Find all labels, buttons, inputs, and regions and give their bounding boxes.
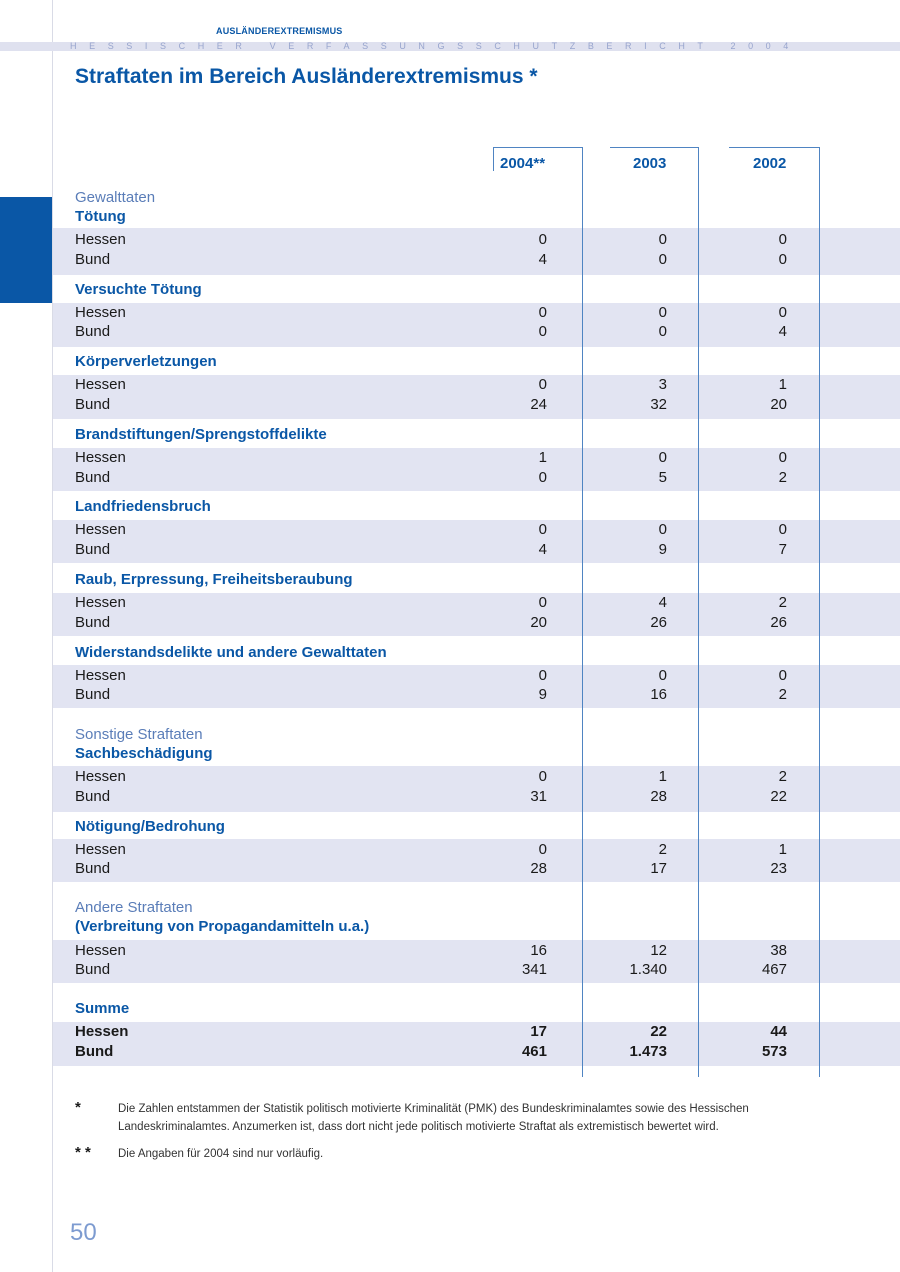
cell-andere-hessen-2003: 12 xyxy=(650,942,667,959)
region-label-bund: Bund xyxy=(75,614,111,631)
cell-landfriedensbruch-bund-2004: 4 xyxy=(538,541,547,558)
region-label-hessen: Hessen xyxy=(75,942,126,959)
cell-summe-bund-2004: 461 xyxy=(521,1043,547,1060)
region-label-hessen: Hessen xyxy=(75,667,126,684)
cell-sachbeschaedigung-bund-2002: 22 xyxy=(770,788,787,805)
category-label-sachbeschaedigung: Sachbeschädigung xyxy=(75,745,213,762)
cell-landfriedensbruch-bund-2002: 7 xyxy=(778,541,787,558)
cell-noetigung-hessen-2004: 0 xyxy=(538,841,547,858)
cell-sachbeschaedigung-hessen-2004: 0 xyxy=(538,768,547,785)
cell-toetung-hessen-2004: 0 xyxy=(538,231,547,248)
region-label-bund: Bund xyxy=(75,686,111,703)
column-divider-right-2002 xyxy=(819,147,820,1077)
cell-koerperverletzungen-hessen-2003: 3 xyxy=(658,376,667,393)
category-label-widerstand: Widerstandsdelikte und andere Gewalttaten xyxy=(75,644,387,661)
region-label-bund: Bund xyxy=(75,396,111,413)
cell-brandstiftungen-hessen-2004: 1 xyxy=(538,449,547,466)
cell-versuchte-toetung-bund-2003: 0 xyxy=(658,323,667,340)
region-label-bund: Bund xyxy=(75,251,111,268)
cell-toetung-hessen-2002: 0 xyxy=(778,231,787,248)
cell-sachbeschaedigung-bund-2004: 31 xyxy=(530,788,547,805)
region-label-hessen: Hessen xyxy=(75,376,126,393)
cell-toetung-bund-2003: 0 xyxy=(658,251,667,268)
cell-toetung-hessen-2003: 0 xyxy=(658,231,667,248)
cell-versuchte-toetung-hessen-2003: 0 xyxy=(658,304,667,321)
region-label-bund: Bund xyxy=(75,1043,114,1060)
region-label-bund: Bund xyxy=(75,541,111,558)
cell-noetigung-hessen-2003: 2 xyxy=(658,841,667,858)
cell-brandstiftungen-bund-2002: 2 xyxy=(778,469,787,486)
cell-brandstiftungen-hessen-2002: 0 xyxy=(778,449,787,466)
cell-sachbeschaedigung-bund-2003: 28 xyxy=(650,788,667,805)
cell-noetigung-hessen-2002: 1 xyxy=(778,841,787,858)
cell-andere-bund-2002: 467 xyxy=(761,961,787,978)
region-label-hessen: Hessen xyxy=(75,521,126,538)
footnote-marker: * * xyxy=(75,1144,91,1161)
cell-noetigung-bund-2004: 28 xyxy=(530,860,547,877)
cell-noetigung-bund-2002: 23 xyxy=(770,860,787,877)
report-running-header: HESSISCHER VERFASSUNGSSCHUTZBERICHT 2004 xyxy=(70,41,801,51)
page-number: 50 xyxy=(70,1219,97,1246)
region-label-hessen: Hessen xyxy=(75,231,126,248)
cell-andere-hessen-2002: 38 xyxy=(770,942,787,959)
category-label-andere: (Verbreitung von Propagandamitteln u.a.) xyxy=(75,918,370,935)
cell-raub-hessen-2004: 0 xyxy=(538,594,547,611)
cell-widerstand-hessen-2002: 0 xyxy=(778,667,787,684)
page-margin-line xyxy=(52,0,53,1272)
cell-noetigung-bund-2003: 17 xyxy=(650,860,667,877)
category-label-brandstiftungen: Brandstiftungen/Sprengstoffdelikte xyxy=(75,426,327,443)
footnote-text: Die Angaben für 2004 sind nur vorläufig. xyxy=(118,1148,324,1160)
column-cap-2004 xyxy=(493,147,582,148)
cell-koerperverletzungen-hessen-2002: 1 xyxy=(778,376,787,393)
cell-summe-hessen-2002: 44 xyxy=(770,1023,787,1040)
cell-toetung-bund-2004: 4 xyxy=(538,251,547,268)
cell-koerperverletzungen-hessen-2004: 0 xyxy=(538,376,547,393)
cell-versuchte-toetung-hessen-2002: 0 xyxy=(778,304,787,321)
cell-andere-hessen-2004: 16 xyxy=(530,942,547,959)
cell-brandstiftungen-hessen-2003: 0 xyxy=(658,449,667,466)
cell-koerperverletzungen-bund-2002: 20 xyxy=(770,396,787,413)
group-label-sonstige: Sonstige Straftaten xyxy=(75,726,203,743)
region-label-bund: Bund xyxy=(75,469,111,486)
cell-widerstand-hessen-2003: 0 xyxy=(658,667,667,684)
cell-widerstand-hessen-2004: 0 xyxy=(538,667,547,684)
cell-toetung-bund-2002: 0 xyxy=(778,251,787,268)
cell-koerperverletzungen-bund-2004: 24 xyxy=(530,396,547,413)
cell-raub-bund-2003: 26 xyxy=(650,614,667,631)
cell-summe-hessen-2003: 22 xyxy=(650,1023,667,1040)
cell-raub-bund-2002: 26 xyxy=(770,614,787,631)
column-divider-left-2004 xyxy=(493,147,494,171)
cell-sachbeschaedigung-hessen-2003: 1 xyxy=(658,768,667,785)
category-label-summe: Summe xyxy=(75,1000,130,1017)
category-label-noetigung: Nötigung/Bedrohung xyxy=(75,818,225,835)
cell-raub-bund-2004: 20 xyxy=(530,614,547,631)
cell-widerstand-bund-2004: 9 xyxy=(538,686,547,703)
page-title: Straftaten im Bereich Ausländerextremismus * xyxy=(75,65,538,88)
cell-versuchte-toetung-hessen-2004: 0 xyxy=(538,304,547,321)
cell-koerperverletzungen-bund-2003: 32 xyxy=(650,396,667,413)
cell-brandstiftungen-bund-2003: 5 xyxy=(658,469,667,486)
column-header-2003: 2003 xyxy=(633,155,667,172)
region-label-hessen: Hessen xyxy=(75,768,126,785)
cell-raub-hessen-2002: 2 xyxy=(778,594,787,611)
category-label-raub: Raub, Erpressung, Freiheitsberaubung xyxy=(75,571,353,588)
region-label-bund: Bund xyxy=(75,788,111,805)
cell-landfriedensbruch-hessen-2002: 0 xyxy=(778,521,787,538)
cell-andere-bund-2003: 1.340 xyxy=(629,961,667,978)
column-cap-2002 xyxy=(729,147,819,148)
column-header-2002: 2002 xyxy=(753,155,787,172)
cell-summe-bund-2002: 573 xyxy=(761,1043,787,1060)
cell-landfriedensbruch-hessen-2004: 0 xyxy=(538,521,547,538)
cell-summe-hessen-2004: 17 xyxy=(530,1023,547,1040)
category-label-toetung: Tötung xyxy=(75,208,126,225)
column-divider-2004-2003 xyxy=(582,147,583,1077)
column-cap-2003 xyxy=(610,147,698,148)
column-divider-2003-2002 xyxy=(698,147,699,1077)
category-label-landfriedensbruch: Landfriedensbruch xyxy=(75,498,211,515)
chapter-tab-marker xyxy=(0,197,52,303)
region-label-hessen: Hessen xyxy=(75,841,126,858)
region-label-bund: Bund xyxy=(75,961,111,978)
region-label-hessen: Hessen xyxy=(75,304,126,321)
region-label-hessen: Hessen xyxy=(75,594,126,611)
footnote-text: Die Zahlen entstammen der Statistik politisch motivierte Kriminalität (PMK) des Bundeskriminalamtes sowie des Hessischen Landeskriminalamtes. Anzumerken ist, dass dort nicht jede politisch motivierte Straftat als extremistisch bewertet wird. xyxy=(118,1103,749,1133)
group-label-gewalttaten: Gewalttaten xyxy=(75,189,156,206)
cell-widerstand-bund-2003: 16 xyxy=(650,686,667,703)
group-label-andere: Andere Straftaten xyxy=(75,899,193,916)
cell-raub-hessen-2003: 4 xyxy=(658,594,667,611)
cell-sachbeschaedigung-hessen-2002: 2 xyxy=(778,768,787,785)
category-label-koerperverletzungen: Körperverletzungen xyxy=(75,353,217,370)
cell-andere-bund-2004: 341 xyxy=(521,961,547,978)
section-label: AUSLÄNDEREXTREMISMUS xyxy=(216,26,343,36)
cell-widerstand-bund-2002: 2 xyxy=(778,686,787,703)
cell-versuchte-toetung-bund-2002: 4 xyxy=(778,323,787,340)
region-label-hessen: Hessen xyxy=(75,449,126,466)
cell-brandstiftungen-bund-2004: 0 xyxy=(538,469,547,486)
category-label-versuchte-toetung: Versuchte Tötung xyxy=(75,281,202,298)
region-label-bund: Bund xyxy=(75,860,111,877)
cell-landfriedensbruch-hessen-2003: 0 xyxy=(658,521,667,538)
region-label-hessen: Hessen xyxy=(75,1023,129,1040)
cell-summe-bund-2003: 1.473 xyxy=(629,1043,667,1060)
cell-landfriedensbruch-bund-2003: 9 xyxy=(658,541,667,558)
cell-versuchte-toetung-bund-2004: 0 xyxy=(538,323,547,340)
footnote-marker: * xyxy=(75,1099,81,1116)
region-label-bund: Bund xyxy=(75,323,111,340)
column-header-2004: 2004** xyxy=(500,155,546,172)
